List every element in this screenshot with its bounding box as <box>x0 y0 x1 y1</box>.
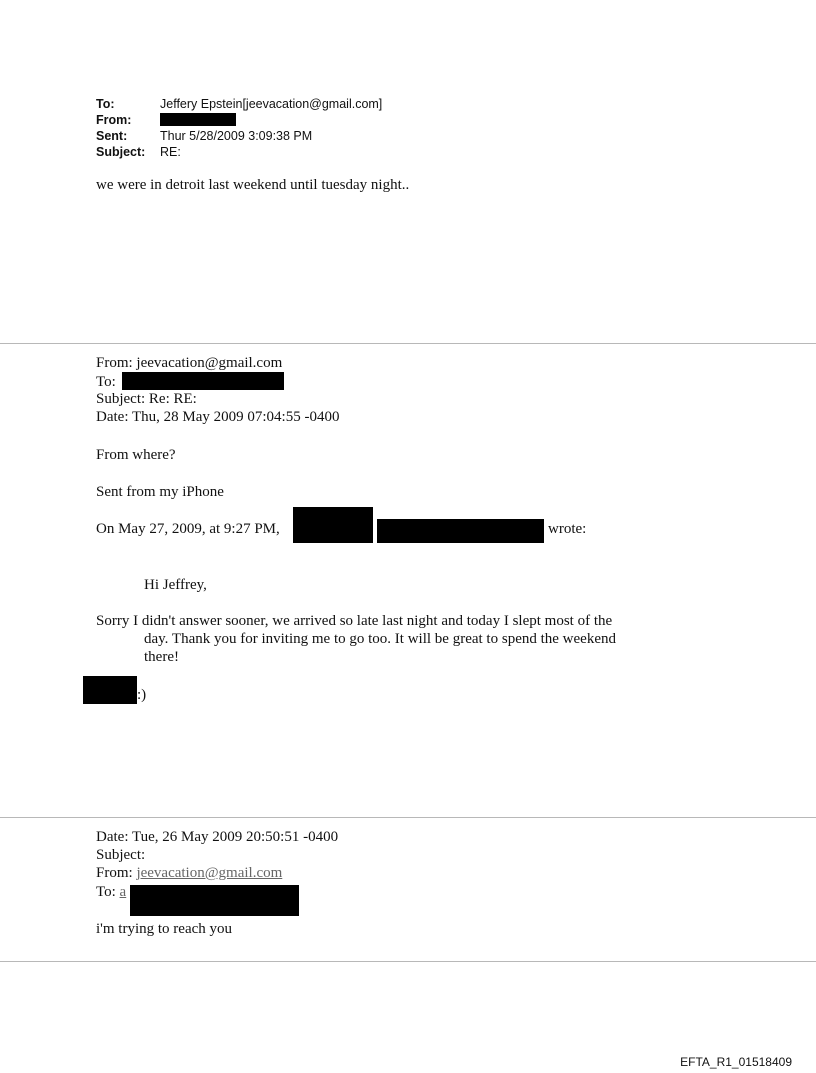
quoted-paragraph-line3: there! <box>144 649 179 665</box>
message3-from-email-link[interactable]: jeevacation@gmail.com <box>136 865 283 881</box>
header-subject-label: Subject: <box>96 145 146 159</box>
quote-attribution-wrote: wrote: <box>548 521 587 537</box>
header-sent-row <box>96 128 382 144</box>
message1-body: we were in detroit last weekend until tuesday night.. <box>96 177 410 193</box>
quote-attribution-prefix: On May 27, 2009, at 9:27 PM, <box>96 521 280 537</box>
message2-to-row <box>96 372 284 391</box>
message2-from: From: jeevacation@gmail.com <box>96 355 283 371</box>
redaction-box <box>160 113 236 126</box>
message3-to-label: To: <box>96 884 116 900</box>
message3-from-label: From: <box>96 865 133 881</box>
message3-to-row <box>96 883 126 901</box>
redaction-box <box>130 885 299 916</box>
message3-date: Date: Tue, 26 May 2009 20:50:51 -0400 <box>96 829 339 845</box>
redaction-box <box>83 676 137 704</box>
header-from-row <box>96 112 382 128</box>
header-to-row <box>96 96 382 112</box>
header-to-value: Jeffery Epstein[jeevacation@gmail.com] <box>160 97 383 111</box>
divider <box>0 961 816 962</box>
divider <box>0 343 816 344</box>
header-subject-value: RE: <box>160 145 181 159</box>
header-sent-label: Sent: <box>96 129 128 143</box>
email-header <box>96 96 382 160</box>
quoted-greeting: Hi Jeffrey, <box>144 577 207 593</box>
message2-body: From where? <box>96 447 176 463</box>
message2-subject: Subject: Re: RE: <box>96 391 197 407</box>
header-from-label: From: <box>96 113 132 127</box>
message3-from-row <box>96 864 282 882</box>
quote-attribution-suffix <box>548 520 586 538</box>
message2-date: Date: Thu, 28 May 2009 07:04:55 -0400 <box>96 409 340 425</box>
header-to-label: To: <box>96 97 115 111</box>
header-sent-value: Thur 5/28/2009 3:09:38 PM <box>160 129 313 143</box>
quoted-smiley: :) <box>137 687 147 703</box>
message3-body: i'm trying to reach you <box>96 921 233 937</box>
message3-to-email-link[interactable]: a <box>119 884 127 900</box>
document-id: EFTA_R1_01518409 <box>680 1055 792 1069</box>
divider <box>0 817 816 818</box>
header-subject-row <box>96 144 382 160</box>
redaction-box <box>377 519 544 543</box>
redaction-box <box>293 507 373 543</box>
quoted-paragraph-line1: Sorry I didn't answer sooner, we arrived so late last night and today I slept most of the <box>96 613 613 629</box>
message2-signature: Sent from my iPhone <box>96 484 224 500</box>
message2-to-label: To: <box>96 374 116 390</box>
redaction-box <box>122 372 284 390</box>
quoted-paragraph-line2: day. Thank you for inviting me to go too. It will be great to spend the weekend <box>144 631 616 647</box>
message3-subject: Subject: <box>96 847 146 863</box>
